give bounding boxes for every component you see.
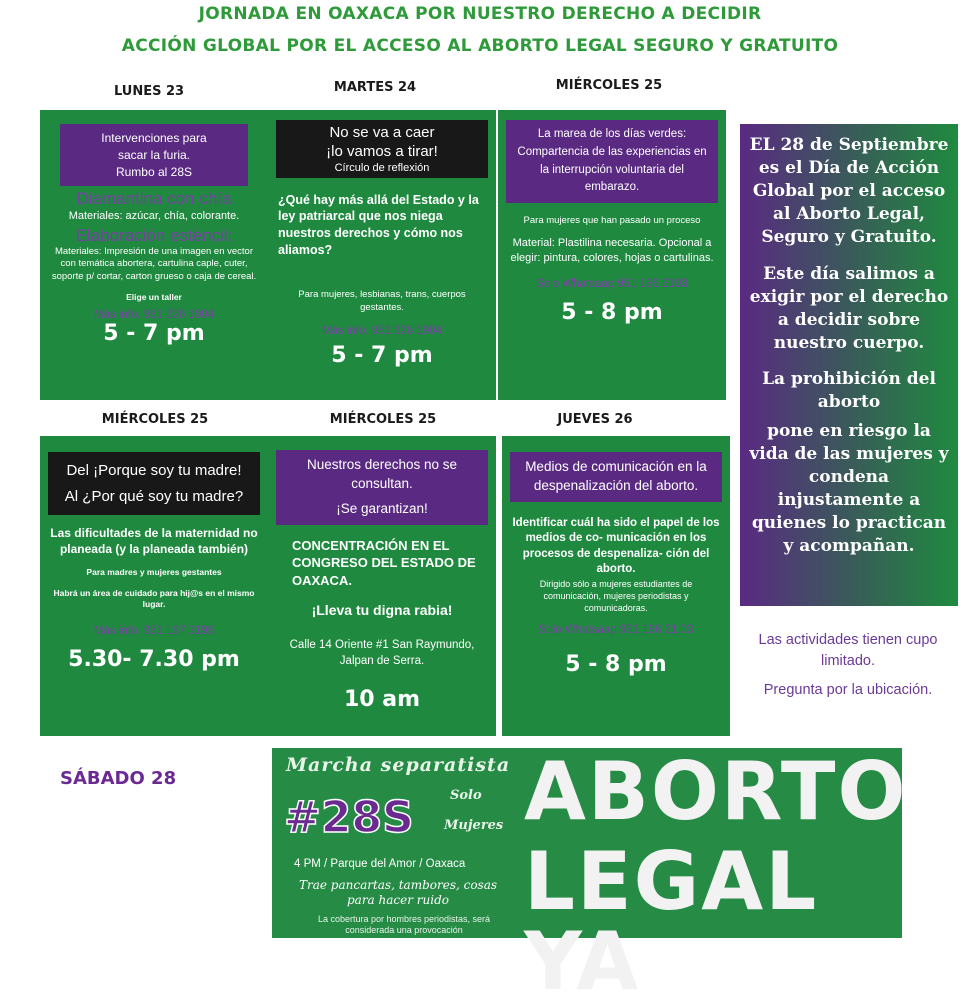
- event-wed3-slogan: ¡Lleva tu digna rabia!: [311, 602, 453, 619]
- mujeres-text: Mujeres: [444, 818, 504, 833]
- note-location: Pregunta por la ubicación.: [763, 682, 933, 698]
- event-wed3-box: Nuestros derechos no se consultan. ¡Se garantizan!: [276, 450, 488, 525]
- event-wed1-box: La marea de los días verdes: Compartencia de las experiencias en la interrupción voluntaria del embarazo.: [506, 120, 718, 203]
- event-card-wed1: [498, 110, 726, 400]
- event-wed1-audience: Para mujeres que han pasado un proceso: [523, 215, 701, 227]
- workshop1-title: Diamantina con chía: [76, 189, 232, 209]
- event-thu-time: 5 - 8 pm: [565, 652, 667, 678]
- march-bring: Trae pancartas, tambores, cosas para hacer ruido: [298, 878, 498, 907]
- side-p1: EL 28 de Septiembre es el Día de Acción Global por el acceso al Aborto Legal, Seguro y Gratuito.: [749, 135, 949, 247]
- event-wed1-materials: Material: Plastilina necesaria. Opcional a elegir: pintura, colores, hojas o cartulinas.: [510, 237, 714, 264]
- day-label-wed2: MIÉRCOLES 25: [101, 412, 209, 427]
- event-mon-time: 5 - 7 pm: [103, 321, 205, 347]
- slogan-aborto: ABORTO: [524, 745, 908, 838]
- day-label-wed1: MIÉRCOLES 25: [555, 78, 663, 93]
- workshop1-materials: Materiales: azúcar, chía, colorante.: [68, 210, 240, 223]
- event-thu-info: Solo Whatsaap 951 186 21 03: [538, 624, 694, 637]
- event-card-tue: [268, 110, 496, 400]
- event-wed1-info: Solo Whatsaap 951 186 2103: [536, 277, 688, 290]
- event-tue-box: No se va a caer ¡lo vamos a tirar! Círculo de reflexión: [276, 120, 488, 178]
- day-label-thu: JUEVES 26: [557, 412, 633, 427]
- event-tue-time: 5 - 7 pm: [331, 342, 433, 368]
- event-card-mon: [40, 110, 268, 400]
- slogan-legal-ya: LEGAL YA: [524, 835, 819, 1008]
- workshop2-title: Elaboración esténcil:: [75, 225, 233, 245]
- event-wed2-text: Las dificultades de la maternidad no planeada (y la planeada también): [50, 526, 258, 557]
- side-p2: Este día salimos a exigir por el derecho a decidir sobre nuestro cuerpo.: [749, 263, 949, 353]
- event-thu-box: Medios de comunicación en la despenalización del aborto.: [510, 452, 722, 502]
- event-mon-box: Intervenciones para sacar la furia. Rumbo al 28S: [60, 124, 248, 186]
- event-wed1-time: 5 - 8 pm: [561, 299, 663, 325]
- march-coverage: La cobertura por hombres periodistas, será considerada una provocación: [317, 914, 491, 936]
- march-banner: [272, 745, 908, 1008]
- event-wed2-time: 5.30- 7.30 pm: [68, 646, 240, 672]
- event-wed2-info: Más info. 951 187 3195: [93, 624, 215, 637]
- event-wed2-audience: Para madres y mujeres gestantes: [86, 567, 222, 578]
- event-wed2-care: Habrá un área de cuidado para hij@s en el mismo lugar.: [53, 588, 255, 610]
- side-info-card: [740, 124, 958, 606]
- event-tue-text: ¿Qué hay más allá del Estado y la ley patriarcal que nos niega nuestros derechos y cómo nos aliamos?: [278, 192, 479, 258]
- day-label-mon: LUNES 23: [113, 84, 185, 99]
- side-p4: pone en riesgo la vida de las mujeres y condena injustamente a quienes lo practican y acompañan.: [749, 421, 949, 556]
- event-thu-text: Identificar cuál ha sido el papel de los medios de co- municación en los procesos de despenaliza- ción del aborto.: [512, 516, 720, 576]
- event-wed2-box: Del ¡Porque soy tu madre! Al ¿Por qué soy tu madre?: [48, 452, 260, 515]
- choose-workshop: Elige un taller: [126, 292, 182, 303]
- day-label-wed3: MIÉRCOLES 25: [329, 412, 437, 427]
- side-p3: La prohibición del aborto: [762, 369, 936, 413]
- event-wed3-text: CONCENTRACIÓN EN EL CONGRESO DEL ESTADO DE OAXACA.: [292, 537, 476, 588]
- header-line1: JORNADA EN OAXACA POR NUESTRO DERECHO A DECIDIR: [198, 4, 762, 24]
- day-label-sat: SÁBADO 28: [60, 768, 177, 789]
- event-wed3-address: Calle 14 Oriente #1 San Raymundo, Jalpan de Serra.: [289, 639, 475, 667]
- event-mon-info: Más info. 951 326 1904: [93, 309, 215, 322]
- event-wed3-time: 10 am: [343, 687, 421, 713]
- event-card-wed3: [268, 436, 496, 736]
- event-tue-info: Más info. 951 326 1904: [321, 324, 443, 337]
- event-tue-audience: Para mujeres, lesbianas, trans, cuerpos gestantes.: [298, 289, 466, 313]
- workshop2-materials: Materiales: Impresión de una imagen en vector con temática abortera, cartulina caple, cuter, soporte p/ cortar, carton grueso o caja de cereal.: [51, 245, 257, 283]
- march-title: Marcha separatista: [286, 754, 511, 776]
- solo-text: Solo: [450, 788, 482, 803]
- event-card-thu: [502, 436, 730, 736]
- note-limited: Las actividades tienen cupo limitado.: [758, 632, 938, 670]
- event-thu-audience: Dirigido sólo a mujeres estudiantes de comunicación, mujeres periodistas y comunicadoras.: [539, 578, 693, 614]
- march-place: 4 PM / Parque del Amor / Oaxaca: [294, 858, 466, 870]
- event-card-wed2: [40, 436, 268, 736]
- header-line2: ACCIÓN GLOBAL POR EL ACCESO AL ABORTO LEGAL SEGURO Y GRATUITO: [121, 36, 839, 56]
- hashtag-28s: #28S: [284, 792, 414, 843]
- day-label-tue: MARTES 24: [333, 80, 417, 95]
